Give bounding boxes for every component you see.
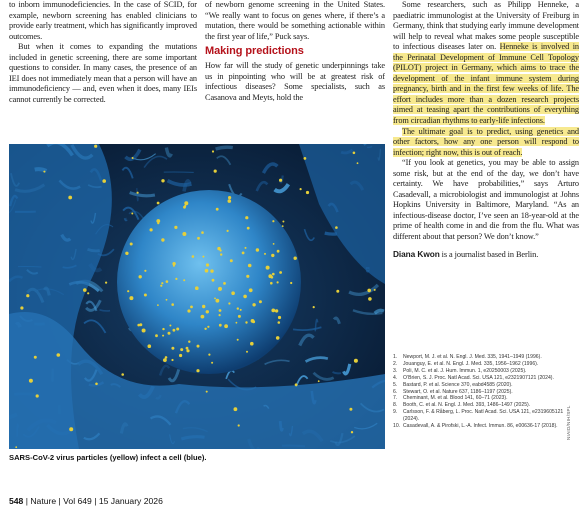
reference-text: Newport, M. J. et al. N. Engl. J. Med. 335, 1941–1949 (1996). xyxy=(403,354,542,360)
reference-number: 5. xyxy=(393,381,398,388)
reference-number: 10. xyxy=(393,423,401,430)
reference-item xyxy=(393,395,579,402)
reference-item xyxy=(393,375,579,382)
virus-micrograph-image xyxy=(9,144,385,449)
reference-text: Carlsson, F. & Råberg, L. Proc. Natl Acad. Sci. USA 121, e2319605121 (2024). xyxy=(403,409,564,423)
col1-paragraph-2: But when it comes to expanding the mutations included in genetic screening, there are some important questions to consider. In many cases, the presence of an IEI does not immediately mean that a person will have an immunodeficiency — and, even when it does, many IEIs cannot currently be corrected. xyxy=(9,42,197,104)
image-credit: NIAID/NIH/SPL xyxy=(566,405,571,440)
reference-number: 4. xyxy=(393,374,398,381)
reference-text: Booth, C. et al. N. Engl. J. Med. 393, 1486–1497 (2025). xyxy=(403,402,531,409)
reference-text: Casadevall, A. & Pirofski, L.-A. Infect. Immun. 86, e00636-17 (2018). xyxy=(403,423,558,430)
reference-item xyxy=(393,409,579,423)
page-footer xyxy=(9,496,163,506)
reference-text: Bastard, P. et al. Science 370, eabd4585 (2020). xyxy=(403,381,513,388)
col3-paragraph-3: “If you look at genetics, you may be able to assign some risk, but at the end of the day, we don’t have certainty. We have probabilities,” says Arturo Casadevall, a microbiologist and immunologist at Johns Hopkins University in Baltimore, Maryland. “As an infectious-disease doctor, I’ve seen an 18-year-old at the prime of health come in and die from the flu. What was different about that person? We don’t know.” xyxy=(393,158,579,242)
text-column-1 xyxy=(9,0,197,105)
reference-item xyxy=(393,354,579,361)
journal-info: | Nature | Vol 649 | 15 January 2026 xyxy=(23,496,163,506)
reference-number: 9. xyxy=(393,409,398,416)
col2-paragraph-1: of newborn genome screening in the United States. “We really want to focus on genes where, if there’s a mutation, there would be something actionable within the first year of life,” Puck says. xyxy=(205,0,385,41)
reference-number: 8. xyxy=(393,402,398,409)
micrograph-figure xyxy=(9,144,385,449)
reference-number: 3. xyxy=(393,367,398,374)
reference-item xyxy=(393,389,579,396)
author-name: Diana Kwon xyxy=(393,248,440,259)
col2-paragraph-2: How far will the study of genetic underpinnings take us in pinpointing who will be at greatest risk of infectious diseases? Some specialists, such as Casanova and Meyts, hold the xyxy=(205,61,385,102)
author-byline xyxy=(393,249,579,261)
reference-number: 2. xyxy=(393,360,398,367)
reference-number: 6. xyxy=(393,388,398,395)
reference-item xyxy=(393,382,579,389)
highlighted-text: Henneke is involved in the Perinatal Development of Immune Cell Topology (PILOT) project in Germany, which aims to trace the development of the infant immune system during pregnancy, birth and in the first few weeks of life. The effort includes more than a dozen research projects aimed at teasing apart the contributions of everything from circadian rhythms to early-life infections. xyxy=(393,42,579,126)
figure-caption: SARS-CoV-2 virus particles (yellow) infect a cell (blue). xyxy=(9,453,207,462)
text-column-3 xyxy=(393,0,579,260)
author-description: is a journalist based in Berlin. xyxy=(439,249,539,259)
reference-number: 7. xyxy=(393,395,398,402)
infected-cell-sphere xyxy=(117,190,301,374)
reference-item xyxy=(393,368,579,375)
reference-number: 1. xyxy=(393,354,398,360)
text-column-2 xyxy=(205,0,385,103)
reference-text: Stewart, O. et al. Nature 637, 1186–1197 (2025). xyxy=(403,388,513,395)
reference-item xyxy=(393,361,579,368)
section-heading: Making predictions xyxy=(205,45,304,58)
col3-paragraph-2 xyxy=(393,127,579,159)
col3-paragraph-1 xyxy=(393,0,579,127)
col1-paragraph-1: to inborn immunodeficiencies. In the case of SCID, for example, newborn screening has enabled clinicians to provide early treatment, which has significantly improved outcomes. xyxy=(9,0,197,41)
reference-text: Poli, M. C. et al. J. Hum. Immun. 1, e20250003 (2025). xyxy=(403,367,527,374)
reference-text: Jouanguy, E. et al. N. Engl. J. Med. 335, 1956–1962 (1996). xyxy=(403,360,539,367)
reference-item xyxy=(393,423,579,430)
reference-text: O’Brien, S. J. Proc. Natl Acad. Sci. USA 121, e2321907121 (2024). xyxy=(403,374,554,381)
reference-text: Cheminant, M. et al. Blood 141, 60–71 (2023). xyxy=(403,395,508,402)
col3-p1-text: Some researchers, such as Philipp Henneke, a paediatric immunologist at the University of Freiburg in Germany, think that studying early immune development will help to reveal what makes some people susceptible to infectious diseases later on. xyxy=(393,0,579,52)
highlighted-text: The ultimate goal is to predict, using genetics and other factors, how any one person will respond to infection; right now, this is out of reach. xyxy=(393,126,579,157)
reference-list xyxy=(393,354,579,430)
page-number: 548 xyxy=(9,496,24,506)
